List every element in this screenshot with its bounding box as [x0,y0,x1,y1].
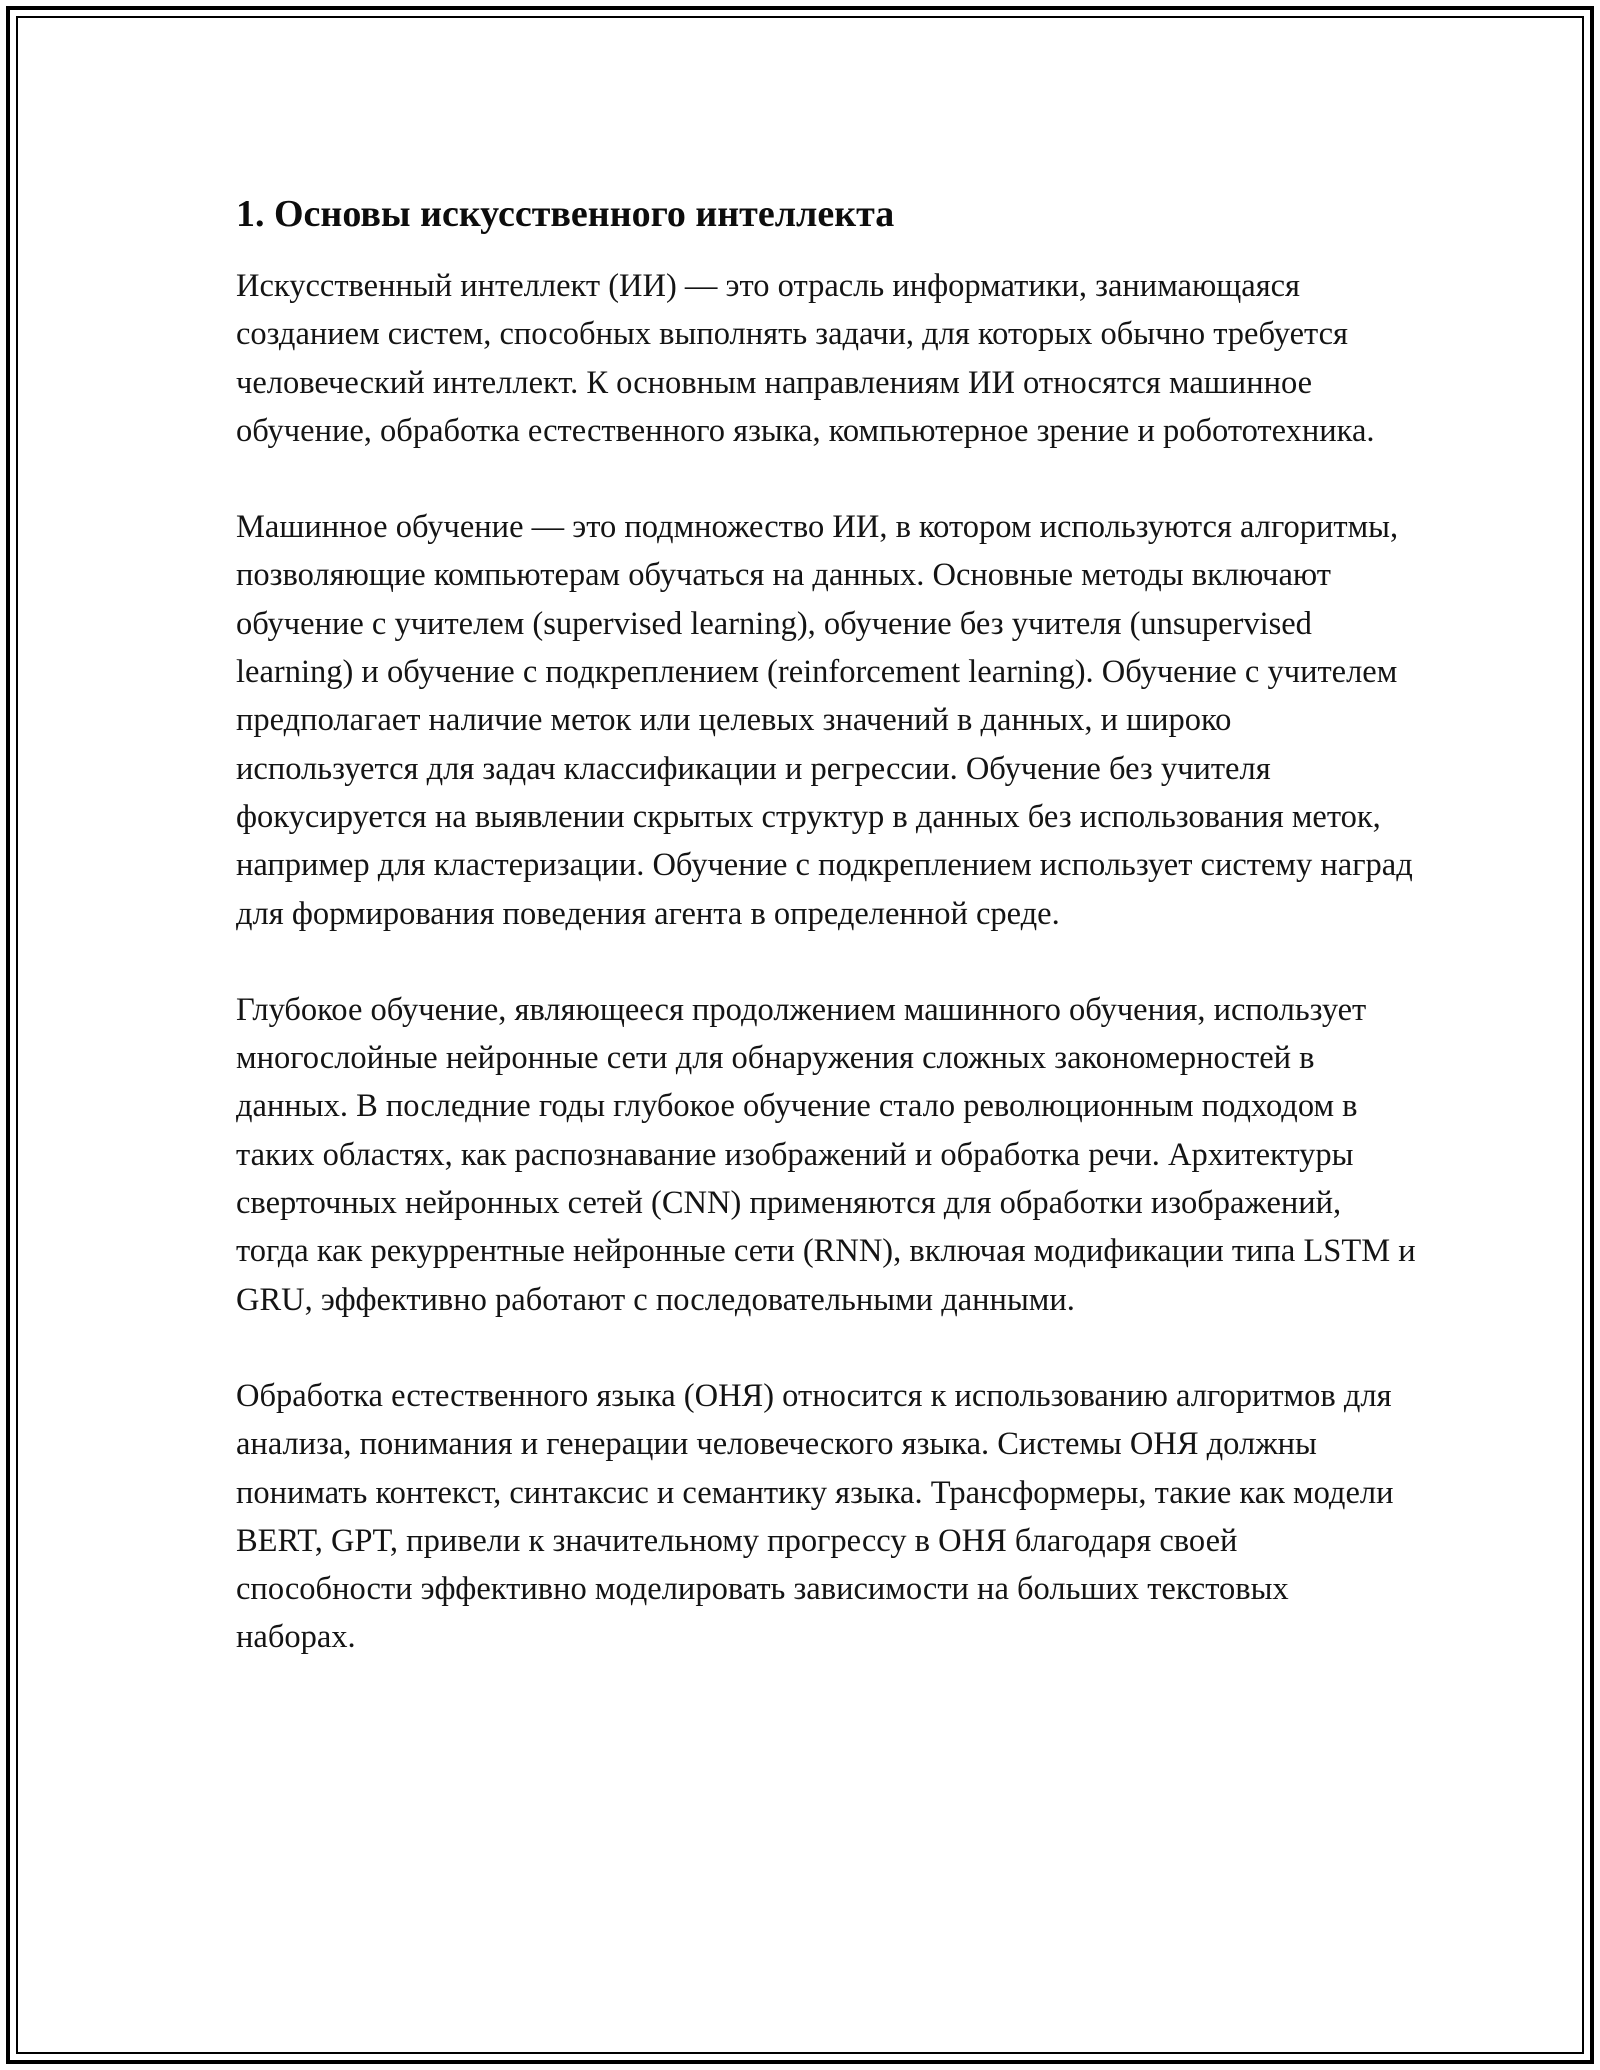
paragraph-deep-learning: Глубокое обучение, являющееся продолжением машинного обучения, использует многослойные нейронные сети для обнаружения сложных закономерностей в данных. В последние годы глубокое обучение стало революционным подходом в таких областях, как распознавание изображений и обработка речи. Архитектуры сверточных нейронных сетей (CNN) применяются для обработки изображений, тогда как рекуррентные нейронные сети (RNN), включая модификации типа LSTM и GRU, эффективно работают с последовательными данными. [236,991,1416,1318]
paragraph-nlp: Обработка естественного языка (ОНЯ) относится к использованию алгоритмов для анализа, понимания и генерации человеческого языка. Системы ОНЯ должны понимать контекст, синтаксис и семантику языка. Трансформеры, такие как модели BERT, GPT, привели к значительному прогрессу в ОНЯ благодаря своей способности эффективно моделировать зависимости на больших текстовых наборах. [236,1377,1394,1656]
document-body [236,188,1416,1662]
paragraph-machine-learning: Машинное обучение — это подмножество ИИ, в котором используются алгоритмы, позволяющие компьютерам обучаться на данных. Основные методы включают обучение с учителем (supervised learning), обучение без учителя (unsupervised learning) и обучение с подкреплением (reinforcement learning). Обучение с учителем предполагает наличие меток или целевых значений в данных, и широко используется для задач классификации и регрессии. Обучение без учителя фокусируется на выявлении скрытых структур в данных без использования меток, например для кластеризации. Обучение с подкреплением использует систему наград для формирования поведения агента в определенной среде. [236,509,1413,932]
paragraph-ai-intro: Искусственный интеллект (ИИ) — это отрасль информатики, занимающаяся созданием систем, способных выполнять задачи, для которых обычно требуется человеческий интеллект. К основным направлениям ИИ относятся машинное обучение, обработка естественного языка, компьютерное зрение и робототехника. [236,268,1375,449]
section-heading: 1. Основы искусственного интеллекта [236,193,895,235]
